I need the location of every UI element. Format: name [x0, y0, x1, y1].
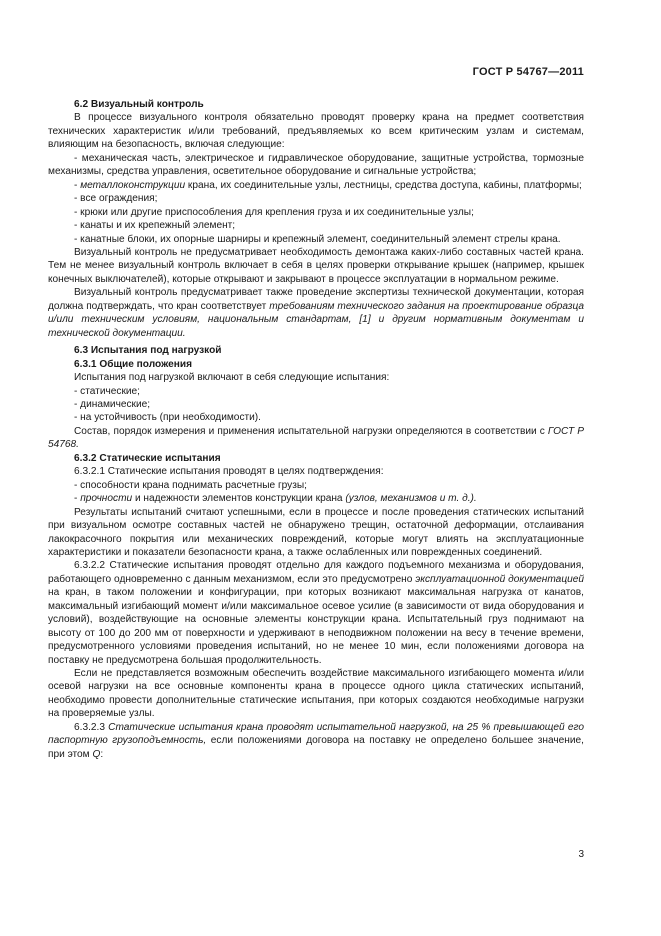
list-item: - динамические; — [74, 398, 151, 410]
paragraph: 6.3.2.2 Статические испытания проводят отдельно для каждого подъемного механизма и оборудования, работающего одновременно с данным механизмом, если это предусмотрено эксплуатационной документацией на кран, в таком положении и конфигурации, при которых возникают максимальная нагрузка от канатов, максимальный изгибающий момент и/или максимальное осевое усилие (в зависимости от вида оборудования и условий), воздействующие на основные элементы конструкции крана. Испытательный груз поднимают на высоту от 100 до 200 мм от поверхности и удерживают в неподвижном положении на весу в течение времени, предусмотренного условиями проведения испытаний, но не менее 10 мин, если положениями договора на поставку не предусмотрена большая продолжительность. — [48, 560, 585, 666]
section-heading-6-3: 6.3 Испытания под нагрузкой — [74, 345, 222, 357]
subsection-heading-6-3-2: 6.3.2 Статические испытания — [74, 452, 221, 464]
document-id: ГОСТ Р 54767—2011 — [472, 66, 584, 78]
list-item: - канаты и их крепежный элемент; — [74, 220, 236, 232]
document-page — [48, 0, 584, 936]
list-item: - канатные блоки, их опорные шарниры и крепежный элемент, соединительный элемент стрелы крана. — [74, 233, 561, 245]
subsection-heading-6-3-1: 6.3.1 Общие положения — [74, 358, 192, 370]
paragraph: Визуальный контроль предусматривает также проведение экспертизы технической документации, которая должна подтверждать, что кран соответствует требованиям технического задания на проектирование образца и/или техническим условиям, национальным стандартам, [1] и другим нормативным документам и технической документации. — [48, 287, 585, 339]
list-item: - механическая часть, электрическое и гидравлическое оборудование, защитные устройства, тормозные механизмы, средства управления, осветительное оборудование и сигнальные устройства; — [48, 152, 584, 178]
document-body — [48, 98, 584, 761]
list-item: - на устойчивость (при необходимости). — [74, 412, 261, 424]
list-item: - статические; — [74, 385, 140, 397]
section-heading-6-2: 6.2 Визуальный контроль — [74, 99, 204, 110]
paragraph: Визуальный контроль не предусматривает необходимость демонтажа каких-либо составных частей крана. Тем не менее визуальный контроль включает в себя в целях проверки открывание крышек (например, крышек конечных выключателей), которые открывают и закрывают в процессе эксплуатации в нормальном режиме. — [48, 246, 584, 285]
paragraph: Состав, порядок измерения и применения испытательной нагрузки определяются в соответствии с ГОСТ Р 54768. — [48, 425, 584, 451]
paragraph: 6.3.2.3 Статические испытания крана проводят испытательной нагрузкой, на 25 % превышающей его паспортную грузоподъемность, если положениями договора на поставку не определено большее значение, при этом Q: — [48, 721, 584, 760]
page-number: 3 — [578, 849, 584, 860]
list-item: - крюки или другие приспособления для крепления груза и их соединительные узлы; — [74, 206, 474, 218]
list-item: - способности крана поднимать расчетные грузы; — [74, 479, 307, 491]
list-item: - металлоконструкции крана, их соединительные узлы, лестницы, средства доступа, кабины, платформы; — [74, 179, 582, 191]
list-item: - прочности и надежности элементов конструкции крана (узлов, механизмов и т. д.). — [74, 493, 477, 505]
paragraph: В процессе визуального контроля обязательно проводят проверку крана на предмет соответствия технических характеристик и/или требований, предъявляемых ко всем критическим узлам и системам, влияющим на безопасность, включая следующие: — [48, 112, 584, 151]
paragraph: Если не представляется возможным обеспечить воздействие максимального изгибающего момента и/или осевой нагрузки на все основные компоненты крана в процессе одного цикла статических испытаний, необходимо провести дополнительные статические испытания, при которых создаются необходимые нагрузки на проверяемые узлы. — [48, 668, 584, 720]
paragraph: 6.3.2.1 Статические испытания проводят в целях подтверждения: — [74, 466, 384, 478]
paragraph: Результаты испытаний считают успешными, если в процессе и после проведения статических испытаний при визуальном осмотре составных частей не обнаружено трещин, остаточной деформации, отслаивания лакокрасочного покрытия или механических повреждений, которые могут влиять на эксплуатационные характеристики и показатели безопасности крана, а также ослабленных или поврежденных соединений. — [48, 506, 584, 558]
paragraph: Испытания под нагрузкой включают в себя следующие испытания: — [74, 372, 390, 384]
list-item: - все ограждения; — [74, 193, 158, 205]
